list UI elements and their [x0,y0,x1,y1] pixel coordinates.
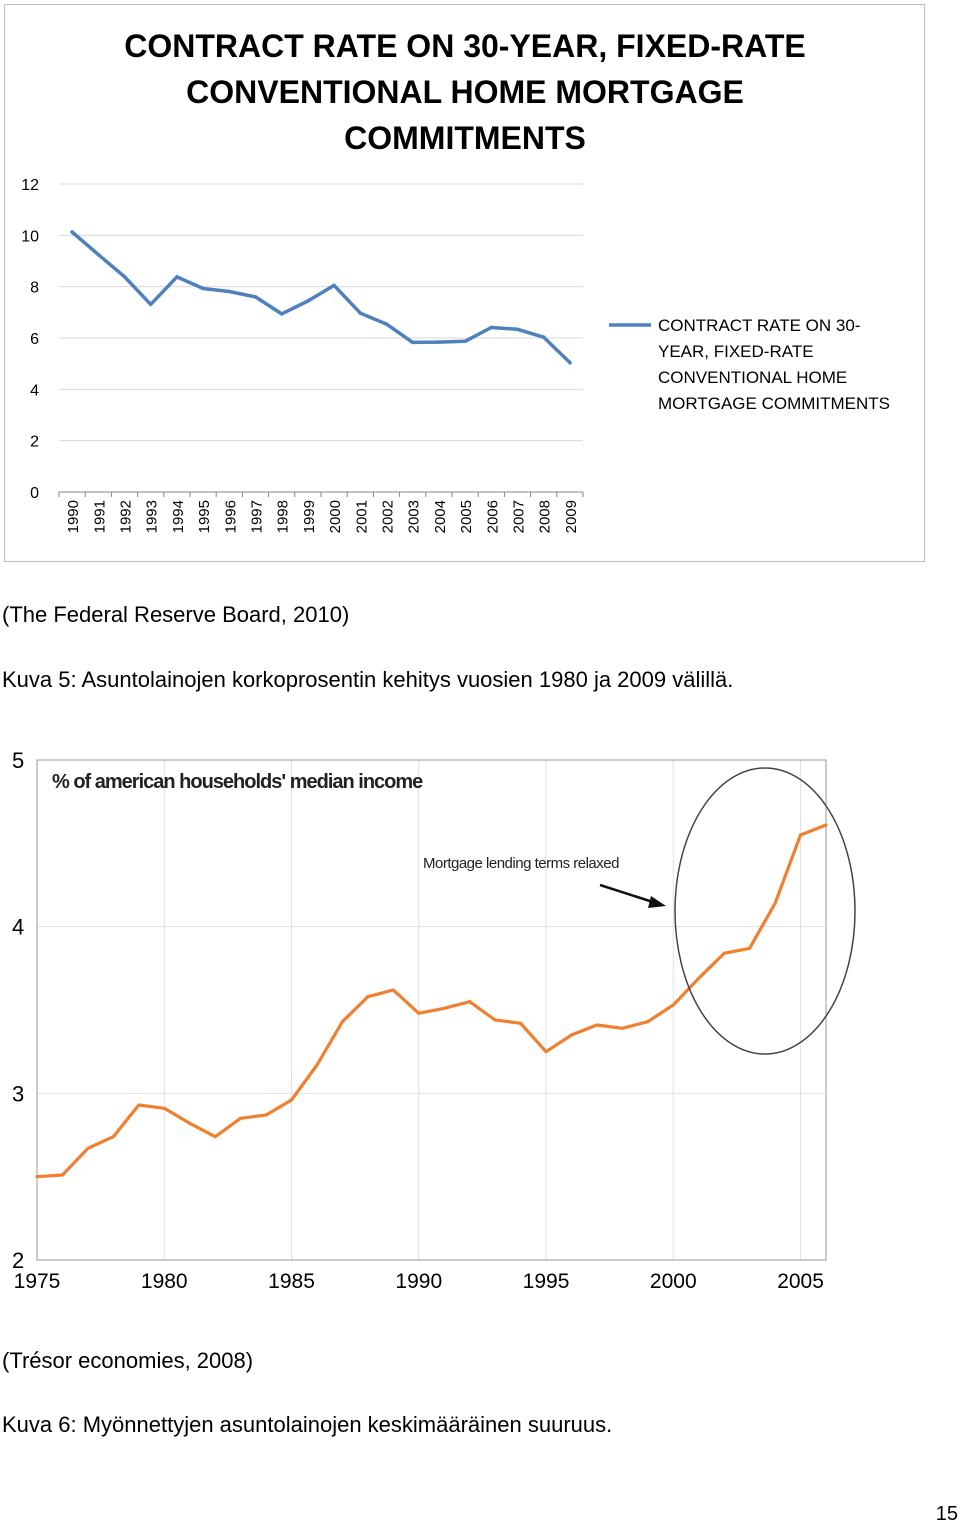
data-point [341,1020,344,1023]
x-tick-label: 1995 [522,1270,570,1293]
data-point [568,361,572,365]
chart-title-line: CONTRACT RATE ON 30-YEAR, FIXED-RATE [124,28,806,64]
legend-label-line: CONTRACT RATE ON 30- [658,316,861,335]
data-point [149,303,153,307]
mortgage-rate-chart [4,4,925,562]
x-tick-label: 2002 [379,500,397,534]
data-point [672,1004,675,1007]
data-point [437,340,441,344]
data-point [163,1107,166,1110]
legend-label-line: YEAR, FIXED-RATE [658,342,814,361]
data-point [86,1147,89,1150]
data-point [570,1034,573,1037]
data-point [799,834,802,837]
source-citation-fed: (The Federal Reserve Board, 2010) [2,602,350,627]
x-tick-label: 1993 [143,500,161,534]
x-tick-label: 1997 [248,500,266,534]
x-tick-label: 2001 [353,500,371,534]
x-tick-label: 1995 [196,500,214,534]
data-point [201,287,205,291]
x-tick-label: 2003 [405,500,423,534]
data-point [61,1174,64,1177]
data-point [385,322,389,326]
data-point [137,1104,140,1107]
data-point [774,902,777,905]
data-point [214,1135,217,1138]
x-tick-label: 2009 [562,500,580,534]
x-tick-label: 2006 [484,500,502,534]
x-tick-label: 2000 [327,500,345,534]
y-tick-label: 0 [30,485,39,502]
x-tick-label: 2007 [510,500,528,534]
y-tick-label: 2 [30,433,39,451]
data-point [123,275,127,279]
x-tick-label: 1996 [222,500,240,534]
page-number: 15 [935,1503,958,1525]
x-tick-label: 2008 [536,500,554,534]
data-point [280,312,284,316]
figure-6-caption: Kuva 6: Myönnettyjen asuntolainojen keskimääräinen suuruus. [2,1412,613,1437]
x-tick-label: 1994 [169,500,187,534]
x-tick-label: 1985 [268,1270,315,1293]
data-point [175,275,179,279]
chart-title-line: COMMITMENTS [344,120,586,156]
data-point [621,1027,624,1030]
data-point [70,230,74,234]
data-point [239,1117,242,1120]
annotation-label: Mortgage lending terms relaxed [423,855,619,872]
data-point [36,1175,39,1178]
x-tick-label: 1990 [395,1270,443,1293]
x-tick-label: 1980 [140,1270,188,1293]
y-tick-label: 8 [30,279,39,297]
data-point [315,1064,318,1067]
x-tick-label: 1992 [117,500,135,534]
x-tick-label: 2005 [777,1270,824,1293]
data-point [646,1020,649,1023]
source-citation-tresor: (Trésor economies, 2008) [2,1348,254,1373]
y-tick-label: 4 [12,914,25,940]
data-point [306,299,310,303]
series-line-contract-rate [72,232,570,363]
data-point [697,977,700,980]
data-point [188,1122,191,1125]
data-point [494,1019,497,1022]
x-tick-label: 1975 [13,1270,61,1293]
data-point [825,824,828,827]
data-point [545,1050,548,1053]
data-point [411,341,415,345]
x-tick-label: 1998 [274,500,292,534]
data-point [228,290,232,294]
data-point [366,995,369,998]
data-point [290,1099,293,1102]
legend-label-line: CONVENTIONAL HOME [658,368,848,387]
data-point [595,1024,598,1027]
y-tick-label: 5 [12,748,25,773]
mortgage-rate-chart-svg [5,5,924,561]
data-point [392,989,395,992]
y-tick-label: 6 [30,331,39,348]
data-point [516,327,520,331]
data-point [748,947,751,950]
y-tick-label: 3 [12,1081,25,1107]
x-tick-label: 2005 [458,500,476,534]
y-tick-label: 12 [21,177,39,194]
data-point [254,295,258,299]
y-tick-label: 2 [12,1248,25,1273]
y-tick-label: 4 [30,382,39,400]
figure-5-caption: Kuva 5: Asuntolainojen korkoprosentin kehitys vuosien 1980 ja 2009 välillä. [2,667,734,692]
data-point [490,326,494,330]
data-point [417,1012,420,1015]
x-tick-label: 1991 [91,500,109,534]
data-point [332,284,336,288]
data-point [542,335,546,339]
data-point [97,253,101,257]
data-point [519,1022,522,1025]
x-tick-label: 1990 [65,500,83,534]
median-income-chart [0,740,960,1305]
chart-title-line: CONVENTIONAL HOME MORTGAGE [186,74,744,110]
data-point [265,1114,268,1117]
x-tick-label: 2000 [649,1270,697,1293]
data-point [468,1000,471,1003]
x-tick-label: 1999 [300,500,318,534]
data-point [359,311,363,315]
data-point [443,1007,446,1010]
data-point [723,952,726,955]
data-point [463,340,467,344]
data-point [112,1135,115,1138]
x-tick-label: 2004 [431,500,449,534]
legend-label-line: MORTGAGE COMMITMENTS [658,394,891,413]
y-tick-label: 10 [21,228,39,246]
chart-title: % of american households' median income [52,771,423,793]
